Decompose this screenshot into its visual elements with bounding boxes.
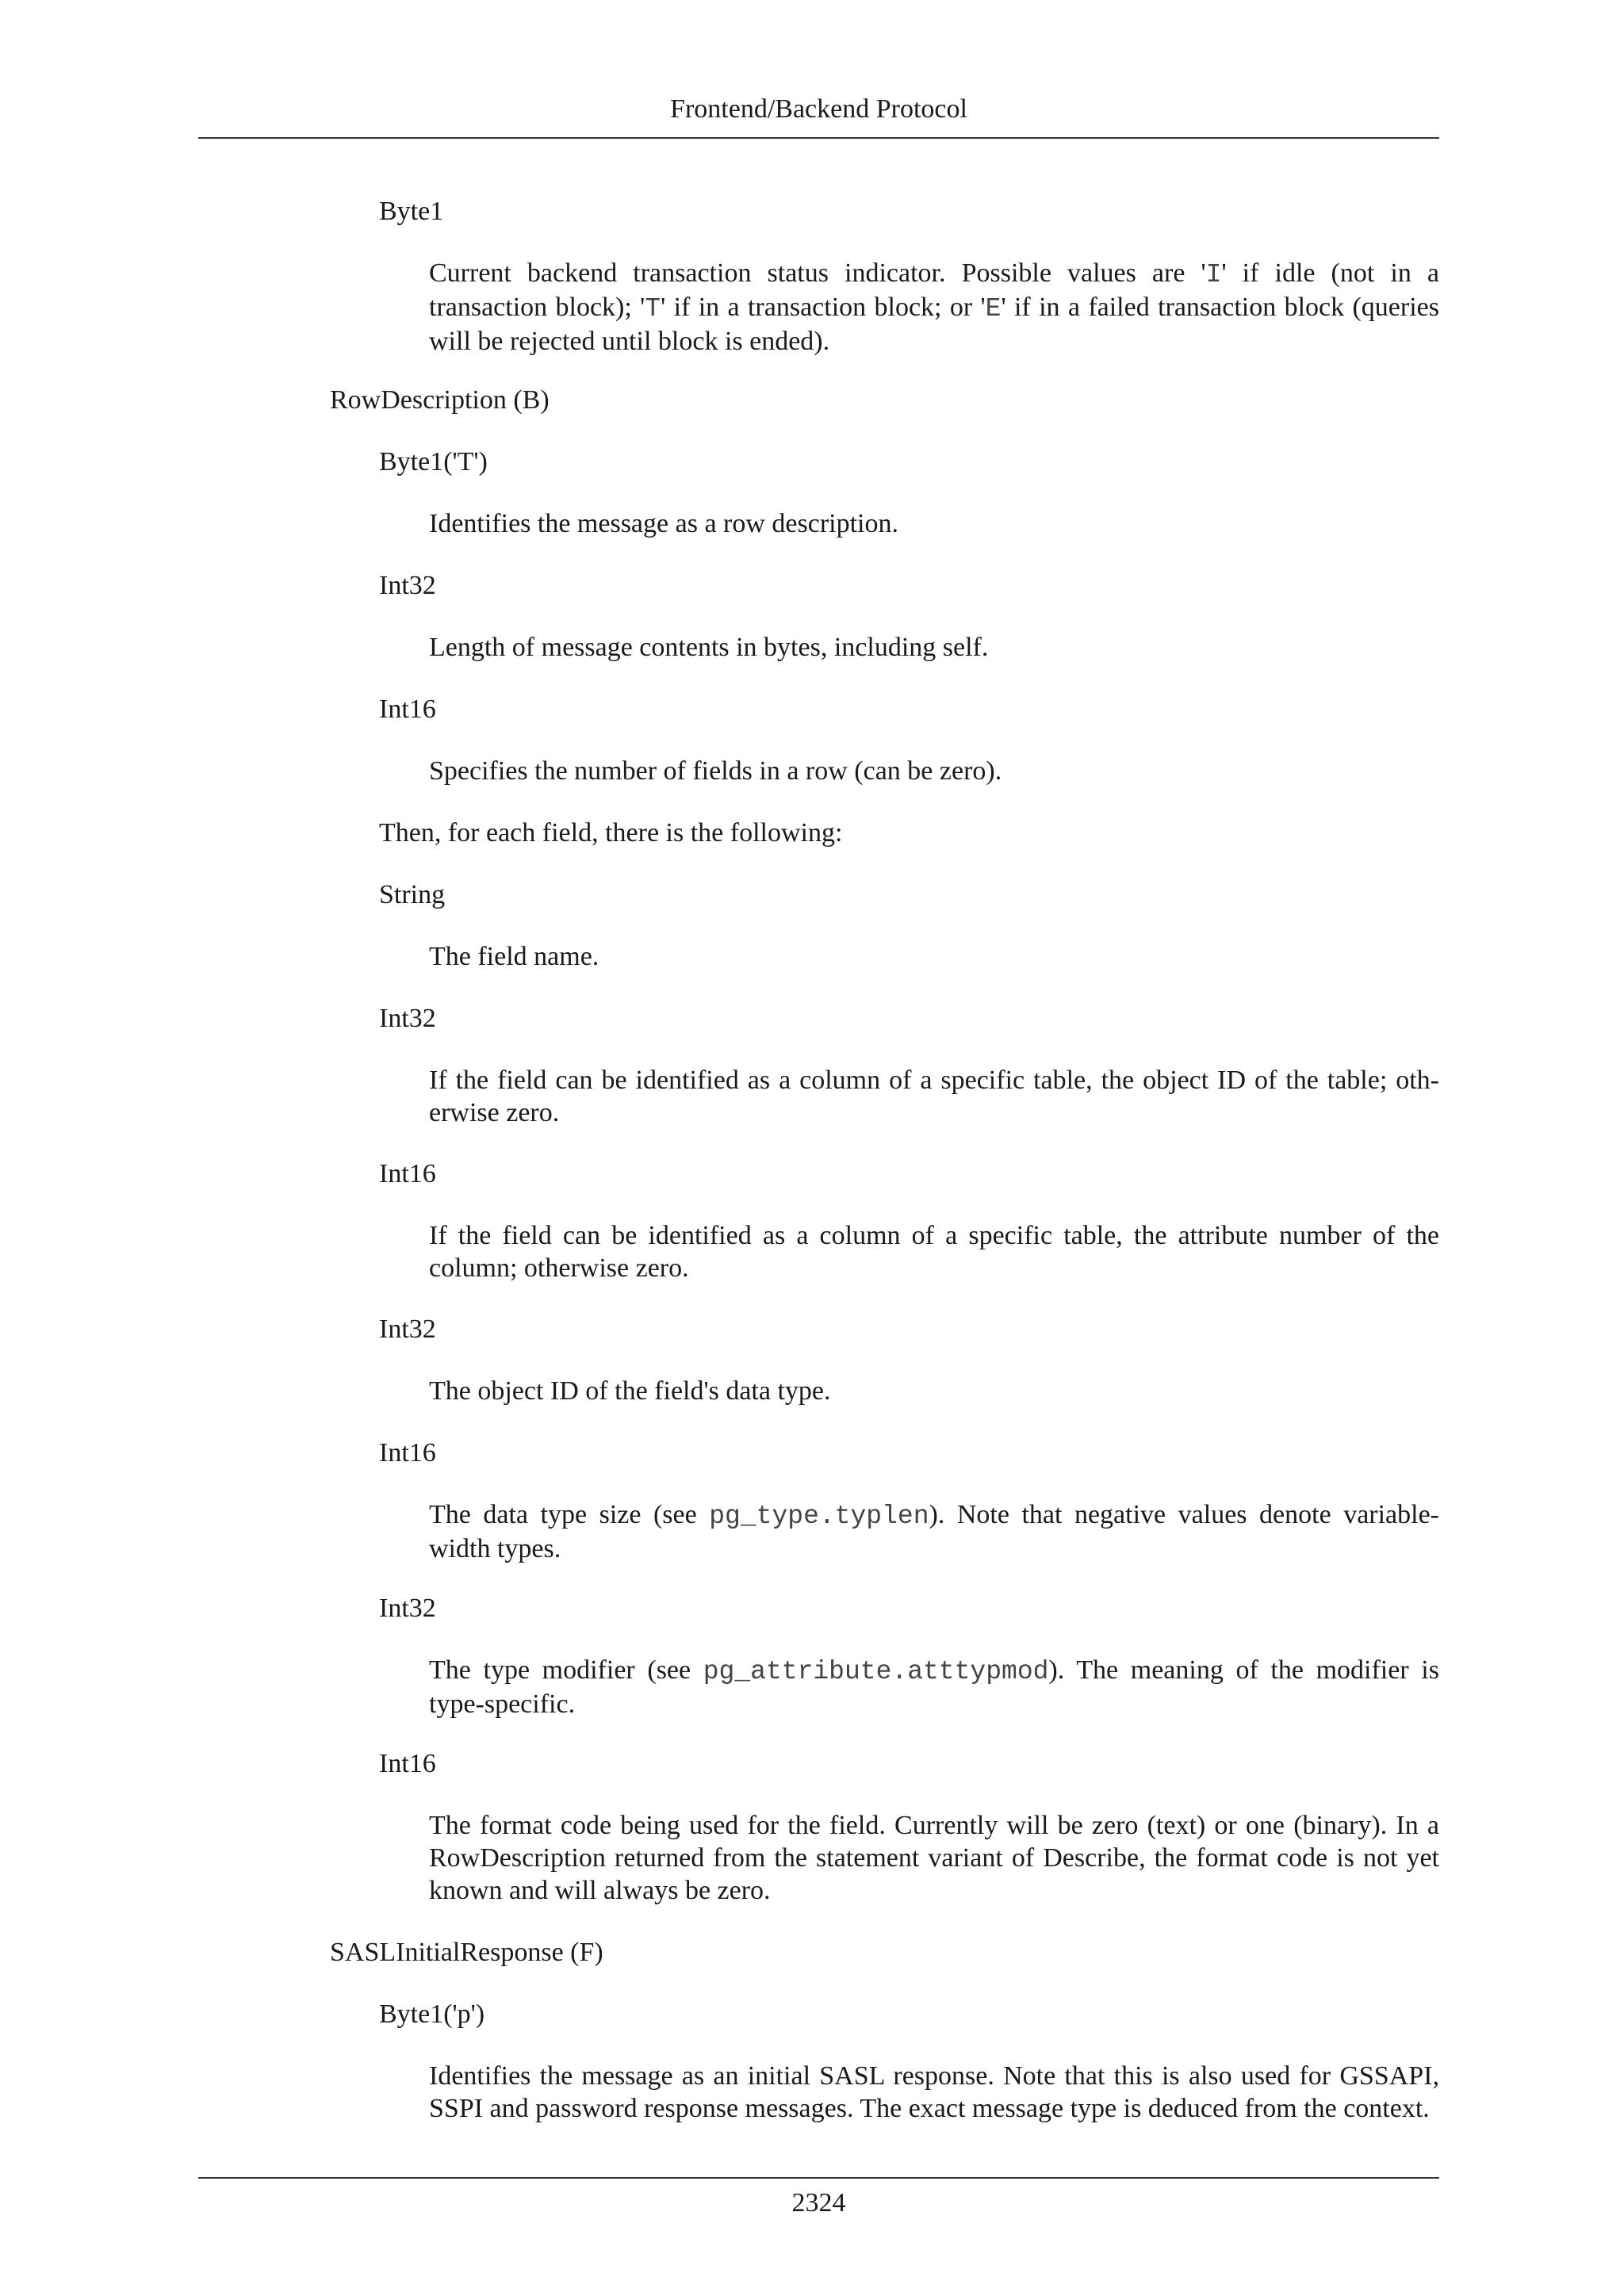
field-description: The format code being used for the field. Currently will be zero (text) or one (binary). In a RowDescription returned from the statement variant of Describe, the format code is not yet known and will always be zero. xyxy=(429,1811,1439,1905)
field-description: Length of message contents in bytes, including self. xyxy=(429,633,989,662)
header-rule xyxy=(198,137,1439,139)
code-transaction: T xyxy=(645,294,661,323)
field-description: If the field can be identified as a column of a specific table, the object ID of the table; otherwise zero. xyxy=(429,1066,1439,1127)
code-idle: I xyxy=(1205,260,1222,289)
field-type-int16: Int16 xyxy=(379,695,436,724)
field-description-status-indicator: Current backend transaction status indicator. Possible values are 'I' if idle (not in a transaction block); 'T' if in a transaction block; or 'E' if in a failed transaction block (queries will be rejected until block is ended). xyxy=(429,258,1439,356)
field-type-int32: Int32 xyxy=(379,571,436,600)
message-title-rowdescription: RowDescription (B) xyxy=(330,385,550,415)
field-type-string: String xyxy=(379,880,446,909)
field-description: Specifies the number of fields in a row (can be zero). xyxy=(429,756,1002,786)
field-type-int16: Int16 xyxy=(379,1438,436,1468)
running-header: Frontend/Backend Protocol xyxy=(670,94,967,124)
field-description: Identifies the message as a row description. xyxy=(429,509,898,538)
field-description: The field name. xyxy=(429,942,599,971)
code-atttypmod: pg_attribute.atttypmod xyxy=(703,1657,1049,1686)
field-type-int16: Int16 xyxy=(379,1749,436,1778)
field-description: If the field can be identified as a column of a specific table, the attribute number of the column; otherwise zero. xyxy=(429,1221,1439,1283)
message-title-saslinitialresponse: SASLInitialResponse (F) xyxy=(330,1938,603,1967)
code-error: E xyxy=(985,294,1002,323)
field-type-int32: Int32 xyxy=(379,1004,436,1033)
field-description: The object ID of the field's data type. xyxy=(429,1376,831,1406)
field-type-byte1-t: Byte1('T') xyxy=(379,447,488,476)
field-type-byte1: Byte1 xyxy=(379,197,444,226)
field-type-byte1-p: Byte1('p') xyxy=(379,1999,485,2029)
field-description: The type modifier (see pg_attribute.atttypmod). The meaning of the modifier is type-specific. xyxy=(429,1655,1439,1719)
code-typlen: pg_type.typlen xyxy=(709,1502,929,1531)
field-type-int16: Int16 xyxy=(379,1159,436,1188)
field-description: The data type size (see pg_type.typlen). Note that negative values denote variable-width types. xyxy=(429,1500,1440,1563)
field-type-int32: Int32 xyxy=(379,1594,436,1623)
footer-rule xyxy=(198,2177,1439,2179)
field-type-int32: Int32 xyxy=(379,1314,436,1344)
per-field-intro: Then, for each field, there is the following: xyxy=(379,818,843,848)
field-description: Identifies the message as an initial SASL response. Note that this is also used for GSSAPI, SSPI and password response messages. The exact message type is deduced from the context. xyxy=(429,2061,1439,2123)
page-number: 2324 xyxy=(791,2188,846,2218)
